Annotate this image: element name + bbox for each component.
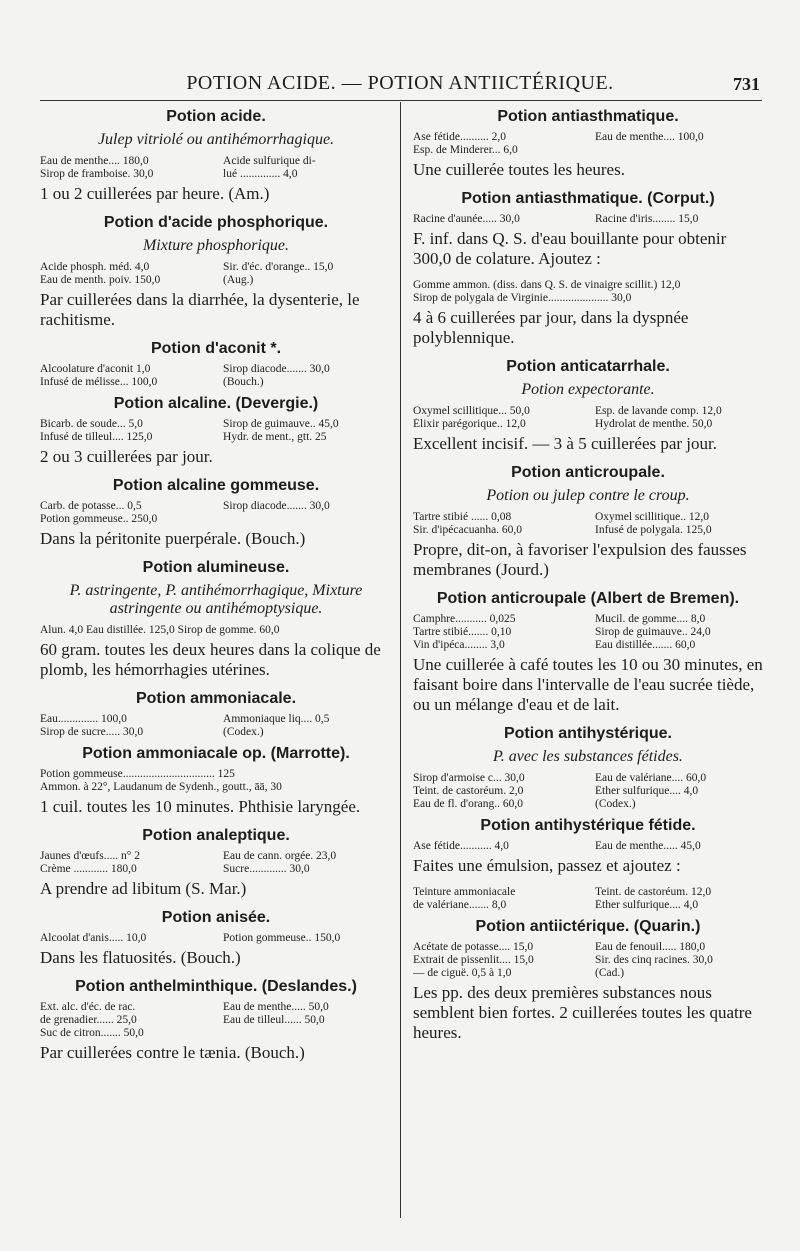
ingredient-cell: Teint. de castoréum. 2,0 <box>413 785 524 797</box>
ingredient-cell: lué .............. 4,0 <box>223 168 298 180</box>
ingredient-list <box>413 213 763 226</box>
ingredient-row <box>413 144 763 157</box>
ingredient-row <box>413 626 763 639</box>
ingredient-row <box>40 768 392 781</box>
ingredient-cell <box>223 1027 392 1040</box>
ingredient-cell: Ammon. à 22°, Laudanum de Sydenh., goutt., āā, 30 <box>40 781 282 793</box>
ingredient-list <box>40 713 392 739</box>
ingredient-row <box>413 899 763 912</box>
ingredient-row <box>40 863 392 876</box>
ingredient-cell: Potion gommeuse................................ 125 <box>40 768 235 780</box>
ingredient-list <box>413 772 763 811</box>
ingredient-cell: Alun. 4,0 Eau distillée. 125,0 Sirop de gomme. 60,0 <box>40 624 280 636</box>
ingredient-list <box>40 500 392 526</box>
recipe-section <box>413 358 763 454</box>
ingredient-row <box>40 850 392 863</box>
ingredient-cell: Eau de valériane.... 60,0 <box>595 772 707 784</box>
recipe-instructions: Par cuillerées contre le tænia. (Bouch.) <box>40 1043 305 1062</box>
ingredient-cell: Crème ............ 180,0 <box>40 863 137 875</box>
ingredient-cell: Mucil. de gomme.... 8,0 <box>595 613 706 625</box>
ingredient-row <box>40 500 392 513</box>
ingredient-cell: Esp. de Minderer... 6,0 <box>413 144 518 156</box>
ingredient-cell: Sirop de polygala de Virginie..................... 30,0 <box>413 292 632 304</box>
ingredient-list <box>413 886 763 912</box>
ingredient-cell: Eau.............. 100,0 <box>40 713 127 725</box>
ingredient-row <box>40 713 392 726</box>
ingredient-cell: Tartre stibié ...... 0,08 <box>413 511 512 523</box>
ingredient-cell: Infusé de mélisse... 100,0 <box>40 376 158 388</box>
ingredient-cell: Tartre stibié....... 0,10 <box>413 626 512 638</box>
recipe-title: Potion antiasthmatique. (Corput.) <box>461 190 715 207</box>
ingredient-cell: Éther sulfurique.... 4,0 <box>595 899 699 911</box>
recipe-title: Potion anticroupale (Albert de Bremen). <box>436 590 740 607</box>
recipe-section <box>40 559 392 680</box>
ingredient-cell: Eau de cann. orgée. 23,0 <box>223 850 337 862</box>
recipe-title: Potion anisée. <box>161 909 271 926</box>
ingredient-cell: Eau de fl. d'orang.. 60,0 <box>413 798 524 810</box>
recipe-section <box>413 918 763 1043</box>
ingredient-cell: Acide phosph. méd. 4,0 <box>40 261 150 273</box>
ingredient-cell: (Codex.) <box>595 798 636 810</box>
ingredient-row <box>40 624 392 637</box>
recipe-section <box>413 817 763 876</box>
ingredient-list <box>413 941 763 980</box>
recipe-title: Potion alcaline. (Devergie.) <box>113 395 319 412</box>
recipe-instructions: Une cuillerée toutes les heures. <box>413 160 625 179</box>
ingredient-cell: Sir. des cinq racines. 30,0 <box>595 954 713 966</box>
recipe-subtitle: Mixture phosphorique. <box>142 237 290 254</box>
ingredient-row <box>40 363 392 376</box>
ingredient-list <box>413 131 763 157</box>
ingredient-cell: Gomme ammon. (diss. dans Q. S. de vinaigre scillit.) 12,0 <box>413 279 681 291</box>
recipe-title: Potion alumineuse. <box>142 559 290 576</box>
ingredient-cell: Extrait de pissenlit.... 15,0 <box>413 954 534 966</box>
ingredient-cell: Eau de menthe..... 50,0 <box>223 1001 329 1013</box>
ingredient-cell: de grenadier...... 25,0 <box>40 1014 137 1026</box>
ingredient-row <box>413 418 763 431</box>
ingredient-row <box>40 261 392 274</box>
recipe-instructions: Les pp. des deux premières substances nous semblent bien fortes. 2 cuillerées toutes les quatre heures. <box>413 983 752 1042</box>
recipe-instructions: F. inf. dans Q. S. d'eau bouillante pour obtenir 300,0 de colature. Ajoutez : <box>413 229 727 268</box>
ingredient-cell: (Aug.) <box>223 274 254 286</box>
ingredient-cell <box>223 513 392 526</box>
ingredient-cell: Infusé de tilleul.... 125,0 <box>40 431 153 443</box>
ingredient-cell: Suc de citron....... 50,0 <box>40 1027 144 1039</box>
recipe-subtitle: Potion expectorante. <box>521 381 655 398</box>
ingredient-list <box>40 155 392 181</box>
ingredient-row <box>40 168 392 181</box>
recipe-instructions: Faites une émulsion, passez et ajoutez : <box>413 856 681 875</box>
ingredient-cell: Sir. d'ipécacuanha. 60,0 <box>413 524 523 536</box>
recipe-title: Potion anticatarrhale. <box>506 358 670 375</box>
ingredient-cell: Vin d'ipéca........ 3,0 <box>413 639 505 651</box>
recipe-section <box>413 725 763 811</box>
ingredient-row <box>40 513 392 526</box>
ingredient-row <box>413 613 763 626</box>
ingredient-cell: Esp. de lavande comp. 12,0 <box>595 405 722 417</box>
ingredient-list <box>413 613 763 652</box>
ingredient-cell: Jaunes d'œufs..... n° 2 <box>40 850 140 862</box>
recipe-instructions: Excellent incisif. — 3 à 5 cuillerées par jour. <box>413 434 718 453</box>
recipe-section <box>40 214 392 330</box>
ingredient-row <box>413 279 763 292</box>
recipe-section <box>40 978 392 1063</box>
recipe-section <box>40 690 392 739</box>
recipe-instructions: A prendre ad libitum (S. Mar.) <box>40 879 247 898</box>
ingredient-cell: Eau de menthe.... 100,0 <box>595 131 704 143</box>
ingredient-cell: Racine d'iris........ 15,0 <box>595 213 699 225</box>
ingredient-cell: Ase fétide.......... 2,0 <box>413 131 506 143</box>
recipe-instructions: Par cuillerées dans la diarrhée, la dysenterie, le rachitisme. <box>40 290 360 329</box>
column-divider <box>400 102 401 1218</box>
ingredient-cell: Sirop d'armoise c... 30,0 <box>413 772 525 784</box>
recipe-subtitle: P. avec les substances fétides. <box>493 748 683 765</box>
ingredient-list <box>40 1001 392 1040</box>
ingredient-row <box>40 274 392 287</box>
ingredient-cell: Alcoolature d'aconit 1,0 <box>40 363 151 375</box>
ingredient-row <box>413 639 763 652</box>
ingredient-list <box>40 850 392 876</box>
recipe-title: Potion ammoniacale. <box>135 690 297 707</box>
recipe-instructions: 1 ou 2 cuillerées par heure. (Am.) <box>40 184 270 203</box>
recipe-instructions: Dans la péritonite puerpérale. (Bouch.) <box>40 529 306 548</box>
recipe-title: Potion anticroupale. <box>511 464 665 481</box>
ingredient-row <box>413 967 763 980</box>
ingredient-list <box>40 932 392 945</box>
recipe-section <box>413 190 763 269</box>
ingredient-cell: Infusé de polygala. 125,0 <box>595 524 712 536</box>
ingredient-list <box>40 768 392 794</box>
ingredient-row <box>413 954 763 967</box>
ingredient-cell: (Bouch.) <box>223 376 264 388</box>
ingredient-list <box>413 279 763 305</box>
ingredient-row <box>40 726 392 739</box>
ingredient-row <box>40 1001 392 1014</box>
ingredient-row <box>413 941 763 954</box>
ingredient-cell: Teint. de castoréum. 12,0 <box>595 886 712 898</box>
recipe-instructions: 4 à 6 cuillerées par jour, dans la dyspnée polyblennique. <box>413 308 689 347</box>
ingredient-cell: Oxymel scillitique.. 12,0 <box>595 511 710 523</box>
ingredient-cell: Acide sulfurique di- <box>223 155 316 167</box>
ingredient-row <box>413 131 763 144</box>
recipe-title: Potion antihystérique fétide. <box>480 817 696 834</box>
ingredient-cell: — de ciguë. 0,5 à 1,0 <box>413 967 512 979</box>
recipe-title: Potion antiictérique. (Quarin.) <box>475 918 701 935</box>
header-rule <box>40 100 762 101</box>
ingredient-cell: Acétate de potasse.... 15,0 <box>413 941 534 953</box>
ingredient-cell: Potion gommeuse.. 150,0 <box>223 932 341 944</box>
recipe-instructions: 2 ou 3 cuillerées par jour. <box>40 447 213 466</box>
ingredient-list <box>40 418 392 444</box>
ingredient-cell: Sirop de guimauve.. 24,0 <box>595 626 711 638</box>
ingredient-cell: Eau de menth. poiv. 150,0 <box>40 274 161 286</box>
ingredient-cell: Eau de menthe.... 180,0 <box>40 155 149 167</box>
recipe-section <box>413 279 763 348</box>
ingredient-row <box>40 781 392 794</box>
ingredient-cell: Potion gommeuse.. 250,0 <box>40 513 158 525</box>
ingredient-cell: Élixir parégorique.. 12,0 <box>413 418 526 430</box>
ingredient-cell: Sirop de sucre..... 30,0 <box>40 726 144 738</box>
ingredient-cell: Carb. de potasse... 0,5 <box>40 500 142 512</box>
recipe-section <box>413 590 763 715</box>
recipe-section <box>40 340 392 389</box>
recipe-section <box>40 745 392 817</box>
ingredient-row <box>413 511 763 524</box>
ingredient-row <box>413 213 763 226</box>
ingredient-cell: Ase fétide........... 4,0 <box>413 840 509 852</box>
ingredient-cell: Sucre............. 30,0 <box>223 863 310 875</box>
ingredient-list <box>413 840 763 853</box>
page-header <box>40 72 760 102</box>
recipe-section <box>40 395 392 467</box>
recipe-instructions: 1 cuil. toutes les 10 minutes. Phthisie laryngée. <box>40 797 361 816</box>
recipe-title: Potion acide. <box>166 108 266 125</box>
ingredient-cell: Hydrolat de menthe. 50,0 <box>595 418 713 430</box>
ingredient-cell: Racine d'aunée..... 30,0 <box>413 213 520 225</box>
ingredient-cell: Éther sulfurique.... 4,0 <box>595 785 699 797</box>
ingredient-cell: Eau de tilleul...... 50,0 <box>223 1014 325 1026</box>
ingredient-row <box>40 431 392 444</box>
recipe-title: Potion d'acide phosphorique. <box>103 214 329 231</box>
ingredient-cell: Teinture ammoniacale <box>413 886 516 898</box>
ingredient-row <box>40 1027 392 1040</box>
recipe-subtitle: Potion ou julep contre le croup. <box>486 487 690 504</box>
ingredient-cell: de valériane....... 8,0 <box>413 899 507 911</box>
ingredient-cell: Sirop de framboise. 30,0 <box>40 168 154 180</box>
ingredient-cell: Alcoolat d'anis..... 10,0 <box>40 932 147 944</box>
recipe-title: Potion alcaline gommeuse. <box>112 477 320 494</box>
ingredient-cell <box>595 144 763 157</box>
ingredient-list <box>413 405 763 431</box>
recipe-section <box>40 477 392 549</box>
ingredient-cell: (Codex.) <box>223 726 264 738</box>
ingredient-cell: Hydr. de ment., gtt. 25 <box>223 431 327 443</box>
recipe-title: Potion anthelminthique. (Deslandes.) <box>75 978 357 995</box>
ingredient-cell: Eau de menthe..... 45,0 <box>595 840 701 852</box>
ingredient-list <box>40 624 392 637</box>
recipe-subtitle: P. astringente, P. antihémorrhagique, Mixture astringente ou antihémoptysique. <box>69 582 363 617</box>
recipe-section <box>413 464 763 580</box>
recipe-title: Potion ammoniacale op. (Marrotte). <box>82 745 350 762</box>
ingredient-row <box>40 155 392 168</box>
running-head: POTION ACIDE. — POTION ANTIICTÉRIQUE. <box>186 72 614 94</box>
ingredient-row <box>40 418 392 431</box>
recipe-section <box>40 108 392 204</box>
ingredient-list <box>40 261 392 287</box>
ingredient-row <box>413 785 763 798</box>
ingredient-row <box>413 840 763 853</box>
ingredient-cell: Ammoniaque liq.... 0,5 <box>223 713 330 725</box>
right-column <box>413 102 763 1053</box>
ingredient-list <box>40 363 392 389</box>
recipe-instructions: Propre, dit-on, à favoriser l'expulsion des fausses membranes (Jourd.) <box>413 540 747 579</box>
recipe-title: Potion antihystérique. <box>503 725 672 742</box>
recipe-subtitle: Julep vitriolé ou antihémorrhagique. <box>97 131 335 148</box>
recipe-section <box>413 886 763 912</box>
ingredient-row <box>413 292 763 305</box>
recipe-title: Potion d'aconit *. <box>150 340 282 357</box>
ingredient-cell: Camphre........... 0,025 <box>413 613 516 625</box>
ingredient-row <box>413 798 763 811</box>
ingredient-cell: Sirop diacode....... 30,0 <box>223 500 330 512</box>
ingredient-row <box>413 524 763 537</box>
recipe-instructions: 60 gram. toutes les deux heures dans la colique de plomb, les hémorrhagies utérines. <box>40 640 381 679</box>
ingredient-cell: Eau distillée....... 60,0 <box>595 639 696 651</box>
ingredient-row <box>413 772 763 785</box>
ingredient-cell: Sirop de guimauve.. 45,0 <box>223 418 339 430</box>
ingredient-cell: Sir. d'éc. d'orange.. 15,0 <box>223 261 334 273</box>
recipe-section <box>40 909 392 968</box>
left-column <box>40 102 392 1073</box>
page-number: 731 <box>733 74 760 94</box>
ingredient-cell: Ext. alc. d'éc. de rac. <box>40 1001 136 1013</box>
ingredient-cell: Bicarb. de soude... 5,0 <box>40 418 143 430</box>
ingredient-row <box>40 932 392 945</box>
ingredient-cell: Eau de fenouil..... 180,0 <box>595 941 706 953</box>
recipe-instructions: Dans les flatuosités. (Bouch.) <box>40 948 241 967</box>
ingredient-row <box>40 376 392 389</box>
recipe-instructions: Une cuillerée à café toutes les 10 ou 30 minutes, en faisant boire dans l'intervalle de l'eau sucrée tiède, ou un mélange d'eau et de lait. <box>413 655 763 714</box>
ingredient-cell: Sirop diacode....... 30,0 <box>223 363 330 375</box>
recipe-title: Potion analeptique. <box>142 827 290 844</box>
recipe-section <box>413 108 763 180</box>
ingredient-list <box>413 511 763 537</box>
ingredient-row <box>413 886 763 899</box>
ingredient-row <box>40 1014 392 1027</box>
recipe-section <box>40 827 392 899</box>
ingredient-cell: (Cad.) <box>595 967 625 979</box>
recipe-title: Potion antiasthmatique. <box>497 108 679 125</box>
ingredient-cell: Oxymel scillitique... 50,0 <box>413 405 530 417</box>
ingredient-row <box>413 405 763 418</box>
